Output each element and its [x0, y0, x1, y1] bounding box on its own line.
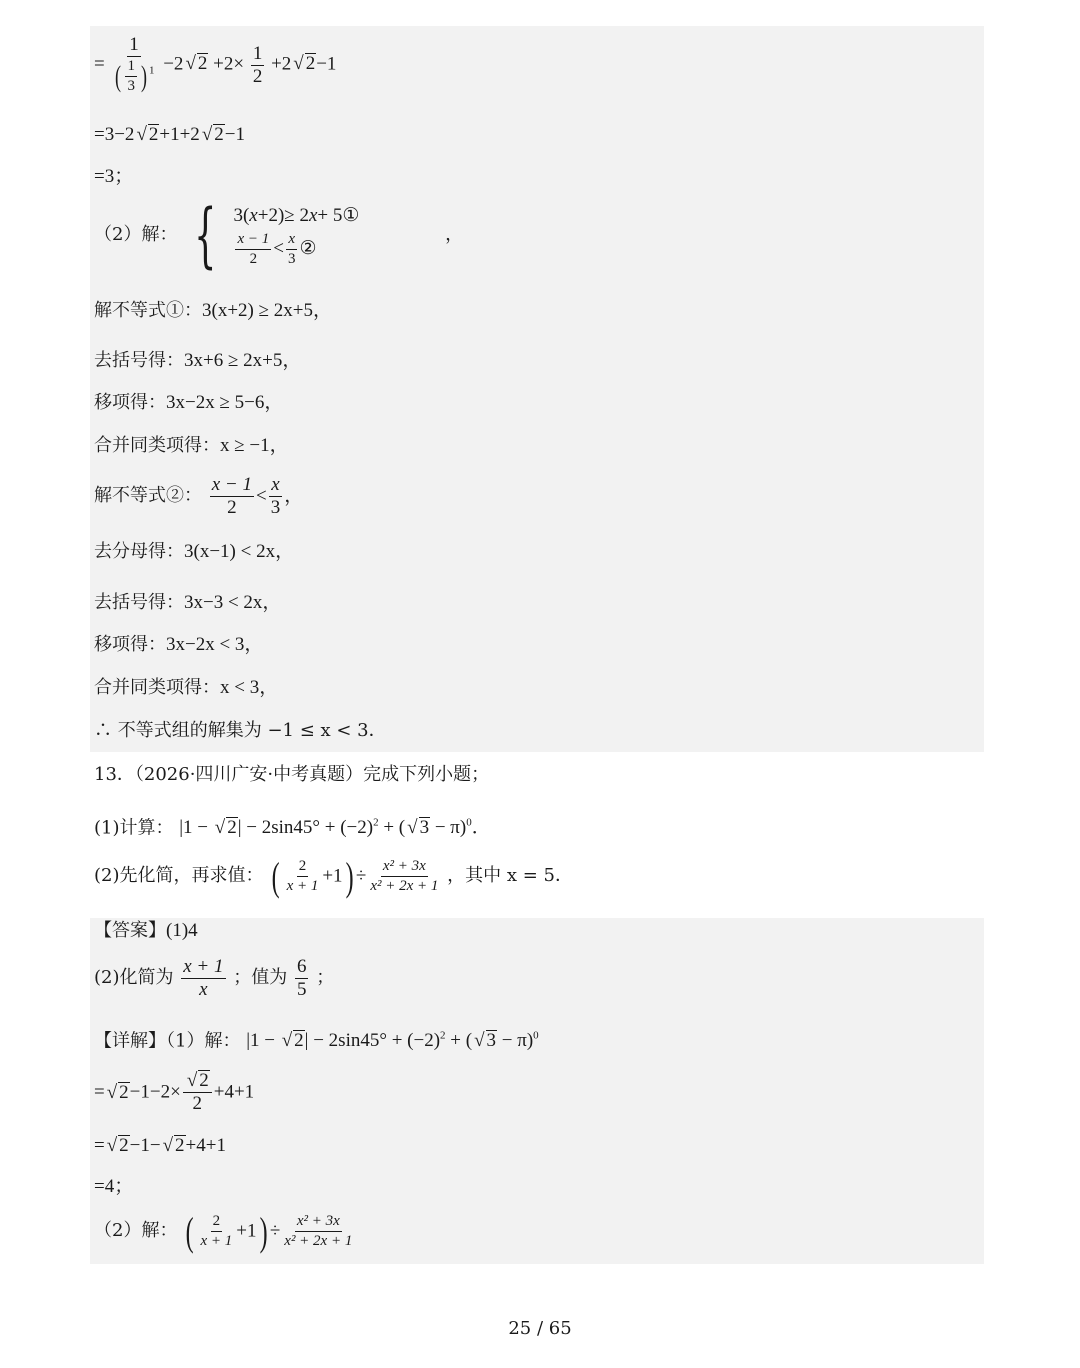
ans13-line4: =4；	[94, 1176, 134, 1197]
sol12-step3: 移项得：3x−2x ≥ 5−6，	[94, 392, 284, 413]
page-number: 25 / 65	[508, 1318, 572, 1339]
sol12-conclusion: ∴ 不等式组的解集为 −1 ≤ x < 3．	[94, 720, 387, 741]
ans13-part2-solve: （2）解： ( $\frac{2}{x + 1}$ +1) ÷ $\frac{\text{x² + 3x}}{\text{x² + 2x + 1}}$	[94, 1208, 353, 1254]
sol12-line3: =3；	[94, 166, 134, 187]
ans13-line2: = √ 2−1−2× $\frac{√ 2}{2}$ +4+1	[94, 1070, 255, 1114]
sol12-step2: 去括号得：3x+6 ≥ 2x+5，	[94, 350, 302, 371]
brace-icon: {	[194, 194, 217, 276]
sol12-step5: 解不等式②： $\frac{x - 1}{2}$ < $\frac{x}{3}$ ，	[94, 474, 304, 518]
sol12-step7: 去括号得：3x−3 < 2x，	[94, 592, 282, 613]
ans13-part2: (2)化简为 $\frac{x + 1}{x}$ ；值为 $\frac{6}{5}$ ；	[94, 956, 335, 1000]
ans13-answer: 【答案】(1)4	[94, 920, 198, 941]
sol12-line1: = 1 ( $\frac{1}{3}$ ) $^1$ −2 √ 2 +2× $\frac{1}{2}$ +2 √ 2−1	[94, 34, 337, 94]
system-label: （2）解：	[94, 224, 178, 245]
q13-part2: (2)先化简，再求值： ( $\frac{2}{x + 1}$ +1) ÷ $\frac{\text{x² + 3x}}{\text{x² + 2x + 1}}$ ，其中 x = 5．	[94, 853, 573, 899]
sol12-step4: 合并同类项得：x ≥ −1，	[94, 435, 289, 456]
sol12-system: （2）解： { 3(x+2)≥ 2x+ 5① $\frac{x - 1}{2}$ < $\frac{x}{3}$ ② ，	[94, 194, 464, 276]
sol12-step1: 解不等式①：3(x+2) ≥ 2x+5，	[94, 300, 333, 321]
ans13-line3: = √ 2−1− √ 2+4+1	[94, 1135, 226, 1156]
sol12-step8: 移项得：3x−2x < 3，	[94, 634, 264, 655]
sol12-step6: 去分母得：3(x−1) < 2x，	[94, 541, 295, 562]
q13-title: 13．（2026·四川广安·中考真题）完成下列小题；	[94, 764, 490, 785]
sol12-step9: 合并同类项得：x < 3，	[94, 677, 279, 698]
ans13-detail: 【详解】（1）解： |1 − √ $2| - 2\sin 45^\circ + (-2)^2$ + ( √ 3 − π)$^0$	[94, 1030, 539, 1052]
sol12-line2: =3−2 √ 2+1+2 √ 2−1	[94, 124, 245, 145]
q13-part1: (1)计算： |1 − √ $2| - 2\sin 45^\circ + (-2)^2$ + ( √ 3 − π)$^0$．	[94, 817, 491, 839]
